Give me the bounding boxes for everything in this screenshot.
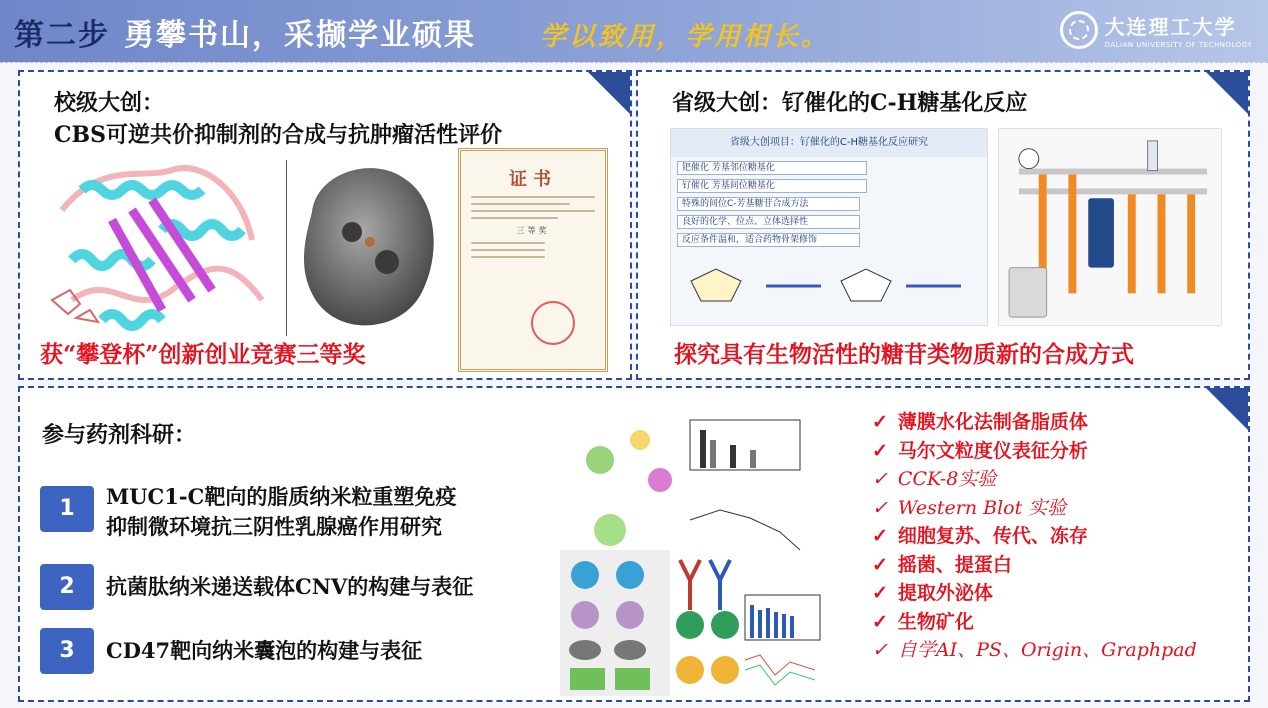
slogan: 学以致用，学用相长。: [540, 22, 831, 52]
project-1-title: [106, 482, 456, 542]
skill-item: ✓ CCK-8实验: [872, 468, 997, 490]
scheme-row: 反应条件温和，适合药物骨架修饰: [677, 233, 860, 247]
project-number-1: 1: [40, 486, 94, 532]
check-icon: ✓: [872, 468, 888, 490]
corner-decoration: [1204, 386, 1250, 432]
certificate-title: 证书: [509, 169, 557, 190]
project-3-title: CD47靶向纳米囊泡的构建与表征: [106, 638, 423, 663]
scheme-title: 省级大创项目：钌催化的C-H糖基化反应研究: [671, 129, 987, 157]
scheme-row: 良好的化学、位点、立体选择性: [677, 215, 860, 229]
skill-item: ✓ 提取外泌体: [872, 582, 993, 604]
check-icon: ✓: [872, 525, 888, 547]
skill-item: ✓ 薄膜水化法制备脂质体: [872, 411, 1088, 433]
logo-name-en: DALIAN UNIVERSITY OF TECHNOLOGY: [1104, 41, 1252, 49]
header-bar: [0, 0, 1268, 62]
corner-decoration: [1204, 70, 1250, 116]
panel2-summary: 探究具有生物活性的糖苷类物质新的合成方式: [674, 341, 1134, 368]
step-label: 第二步: [14, 18, 110, 53]
check-icon: ✓: [872, 553, 888, 576]
check-icon: ✓: [872, 582, 888, 604]
panel1-project-title: CBS可逆共价抑制剂的合成与抗肿瘤活性评价: [54, 122, 502, 148]
skill-item: ✓ 生物矿化: [872, 610, 974, 633]
university-logo: [1060, 11, 1252, 49]
skill-item: ✓ 自学AI、PS、Origin、Graphpad: [872, 639, 1197, 661]
skill-item: ✓ Western Blot 实验: [872, 496, 1067, 519]
check-icon: ✓: [872, 496, 888, 519]
divider: [0, 62, 1268, 63]
logo-name-cn: 大连理工大学: [1104, 15, 1237, 39]
apparatus-image: [998, 128, 1222, 326]
scheme-row: 特殊的间位C-芳基糖苷合成方法: [677, 197, 860, 211]
project-number-2: 2: [40, 564, 94, 610]
panel2-heading: 省级大创：钌催化的C-H糖基化反应: [672, 90, 1028, 116]
project-1-line2: 抑制微环境抗三阴性乳腺癌作用研究: [106, 514, 442, 539]
skill-item: ✓ 摇菌、提蛋白: [872, 553, 1012, 576]
page-title: [14, 10, 476, 54]
protein-surface-image: [292, 152, 442, 342]
image-divider: [286, 160, 287, 336]
title-text: 勇攀书山，采撷学业硕果: [124, 18, 476, 53]
skill-item: ✓ 细胞复苏、传代、冻存: [872, 525, 1088, 547]
check-icon: ✓: [872, 610, 888, 633]
panel3-heading: 参与药剂科研：: [42, 422, 197, 448]
project-1-line1: MUC1-C靶向的脂质纳米粒重塑免疫: [106, 484, 457, 509]
panel1-award: 获“攀登杯”创新创业竞赛三等奖: [40, 341, 366, 368]
protein-structure-image: [42, 150, 282, 340]
stamp-icon: [531, 301, 575, 345]
scheme-row: 钌催化 芳基间位糖基化: [677, 179, 867, 193]
panel-pharmacy-research: [18, 386, 1250, 702]
check-icon: ✓: [872, 639, 888, 661]
project-2-title: 抗菌肽纳米递送载体CNV的构建与表征: [106, 574, 474, 599]
research-figures-collage: [560, 400, 822, 696]
reaction-scheme-image: [670, 128, 988, 326]
skill-item: ✓ 马尔文粒度仪表征分析: [872, 439, 1088, 462]
check-icon: ✓: [872, 439, 888, 462]
certificate-grade: 三等奖: [516, 226, 550, 235]
panel1-heading: 校级大创：: [54, 90, 165, 116]
check-icon: ✓: [872, 411, 888, 433]
scheme-row: 钯催化 芳基邻位糖基化: [677, 161, 867, 175]
sugar-structures-icon: [671, 251, 989, 321]
panel-provincial-project: [636, 70, 1250, 380]
skills-list: [872, 408, 1197, 665]
seal-icon: [1060, 11, 1098, 49]
certificate-image: [458, 148, 608, 372]
panel-school-project: [18, 70, 632, 380]
project-number-3: 3: [40, 628, 94, 674]
corner-decoration: [586, 70, 632, 116]
